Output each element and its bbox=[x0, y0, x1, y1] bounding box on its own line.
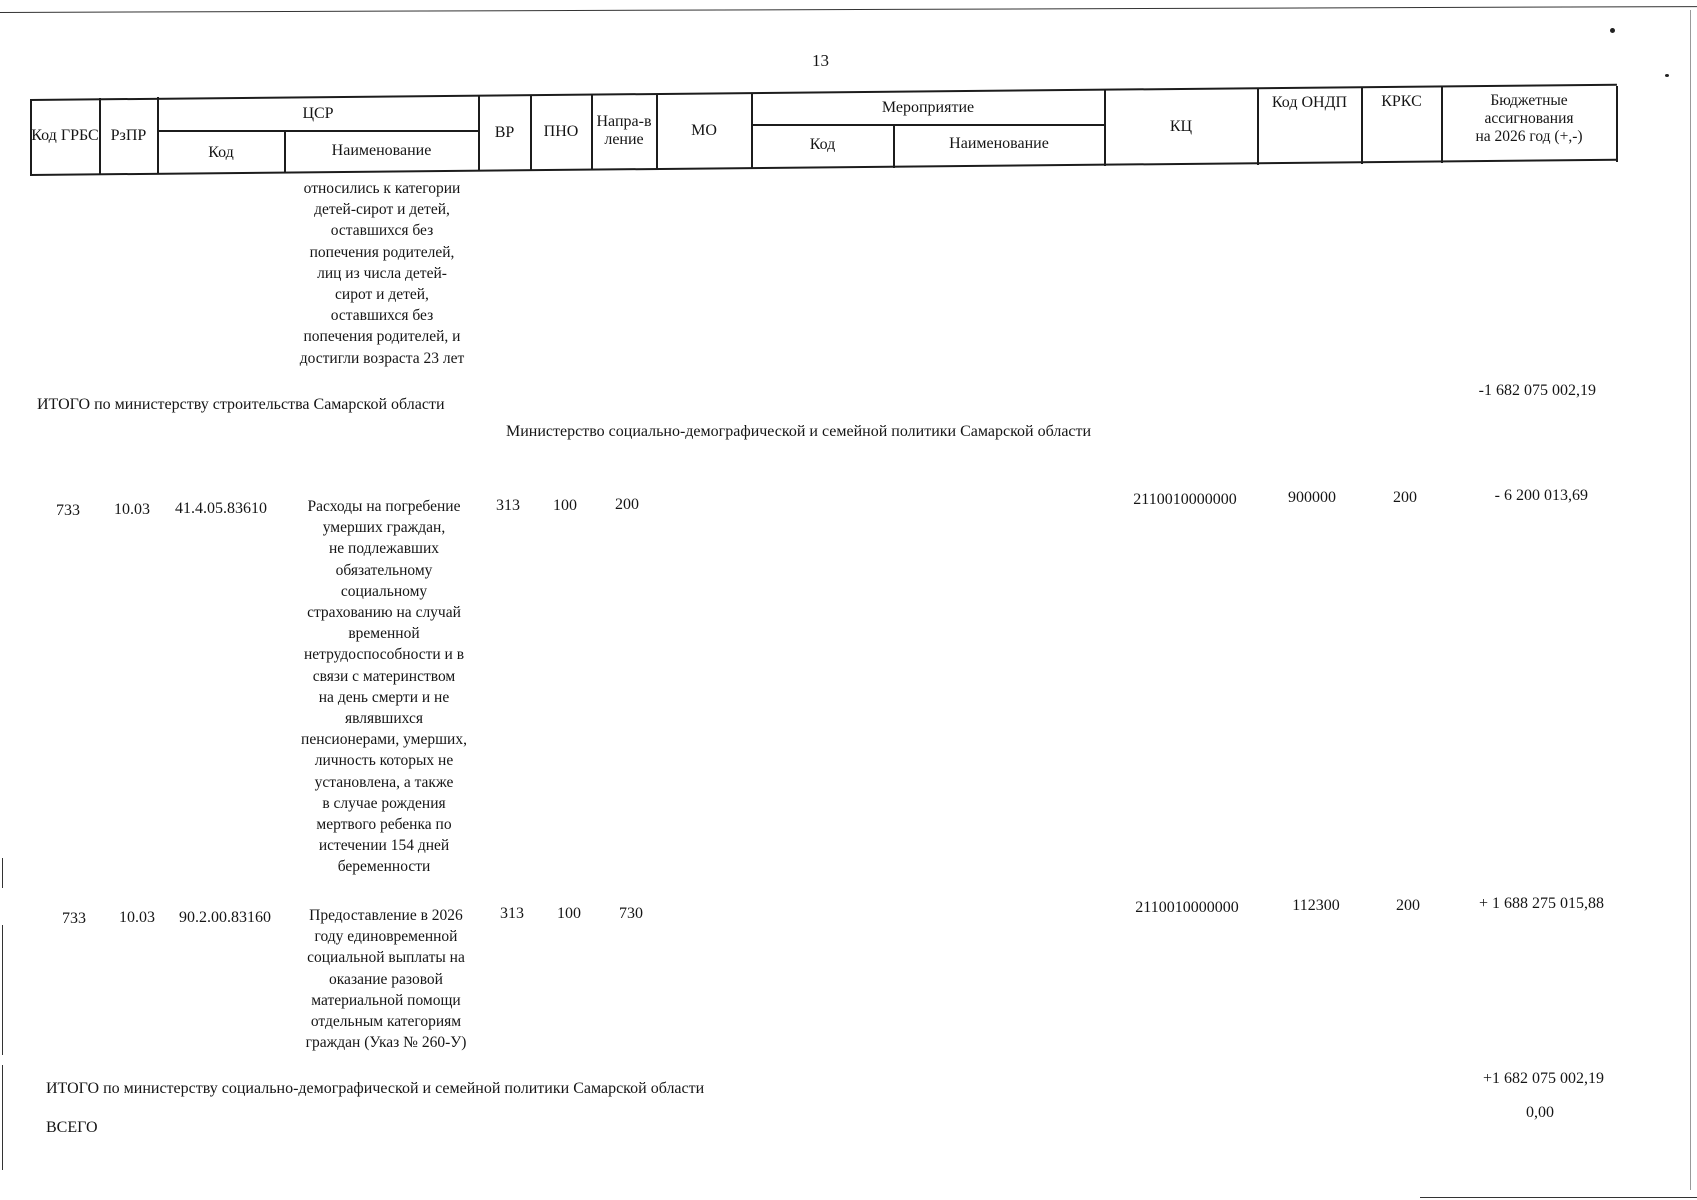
grand-total-value: 0,00 bbox=[1526, 1104, 1554, 1121]
continuation-line: оставшихся без bbox=[330, 307, 434, 325]
header-krks: КРКС bbox=[1381, 93, 1422, 110]
header-csr-divider bbox=[157, 130, 479, 132]
cell-kc: 2110010000000 bbox=[1133, 491, 1237, 508]
cell-name-line: умерших граждан, bbox=[322, 519, 446, 537]
header-budget-line: Бюджетные bbox=[1490, 92, 1568, 109]
continuation-text bbox=[284, 178, 480, 369]
cell-name-line: году единовременной bbox=[314, 928, 458, 946]
cell-csr-kod: 41.4.05.83610 bbox=[175, 500, 267, 517]
cell-pno: 100 bbox=[553, 497, 577, 514]
header-napravlenie: Напра-вление bbox=[596, 113, 652, 148]
total-social-label: ИТОГО по министерству социально-демографической и семейной политики Самарской области bbox=[46, 1080, 705, 1097]
continuation-line: попечения родителей, и bbox=[303, 328, 461, 346]
grand-total-label: ВСЕГО bbox=[46, 1119, 98, 1136]
cell-napravlenie: 730 bbox=[619, 905, 643, 922]
cell-pno: 100 bbox=[557, 905, 581, 922]
cell-name-line: граждан (Указ № 260-У) bbox=[305, 1034, 467, 1052]
cell-name-line: беременности bbox=[337, 858, 431, 876]
cell-name-line: оказание разовой bbox=[329, 970, 443, 988]
section-title: Министерство социально-демографической и семейной политики Самарской области bbox=[506, 423, 1092, 440]
cell-amount: - 6 200 013,69 bbox=[1494, 487, 1588, 504]
scan-edge-top bbox=[0, 6, 1697, 13]
scan-speck bbox=[1610, 28, 1615, 33]
cell-name-line: мертвого ребенка по bbox=[316, 816, 452, 834]
cell-name-line: не подлежавших bbox=[328, 540, 440, 558]
continuation-line: лиц из числа детей- bbox=[317, 264, 447, 282]
total-construction-label: ИТОГО по министерству строительства Самарской области bbox=[37, 396, 445, 413]
cell-amount: + 1 688 275 015,88 bbox=[1478, 895, 1604, 912]
header-kod-grbs: Код ГРБС bbox=[31, 127, 99, 144]
continuation-line: сирот и детей, bbox=[335, 286, 429, 304]
cell-napravlenie: 200 bbox=[615, 496, 639, 513]
cell-name-line: пенсионерами, умерших, bbox=[301, 731, 467, 749]
scan-edge-bottom bbox=[1420, 1197, 1697, 1198]
cell-name-line: в случае рождения bbox=[322, 794, 446, 812]
header-meropr-name: Наименование bbox=[949, 135, 1049, 152]
header-meropr-kod: Код bbox=[809, 136, 836, 153]
continuation-line: детей-сирот и детей, bbox=[314, 201, 450, 219]
cell-kod-ondp: 112300 bbox=[1292, 897, 1340, 914]
cell-name-line: на день смерти и не bbox=[318, 688, 450, 706]
cell-name-line: Расходы на погребение bbox=[307, 498, 461, 515]
cell-name-line: социальному bbox=[340, 582, 428, 600]
continuation-line: достигли возраста 23 лет bbox=[299, 349, 465, 367]
cell-grbs: 733 bbox=[62, 910, 86, 927]
scan-edge-right bbox=[1690, 10, 1691, 1190]
header-vr: ВР bbox=[494, 124, 515, 141]
cell-krks: 200 bbox=[1393, 489, 1417, 506]
header-pno: ПНО bbox=[543, 123, 579, 140]
cell-name-line: личность которых не bbox=[314, 752, 454, 770]
continuation-line: оставшихся без bbox=[330, 222, 434, 240]
cell-name-line: страхованию на случай bbox=[307, 604, 461, 622]
cell-name-line: истечении 154 дней bbox=[318, 837, 450, 855]
cell-name-line: обязательному bbox=[335, 561, 433, 579]
scan-speck bbox=[1665, 74, 1669, 77]
cell-kod-ondp: 900000 bbox=[1288, 489, 1336, 506]
header-csr-name: Наименование bbox=[331, 142, 432, 159]
cell-csr-name bbox=[288, 905, 484, 1053]
cell-csr-kod: 90.2.00.83160 bbox=[179, 909, 271, 926]
header-budget-line: ассигнования bbox=[1484, 110, 1574, 127]
cell-kc: 2110010000000 bbox=[1135, 899, 1239, 916]
cell-vr: 313 bbox=[496, 497, 520, 514]
cell-rzpr: 10.03 bbox=[119, 909, 155, 926]
scan-edge-left-1 bbox=[2, 858, 3, 888]
total-construction-value: -1 682 075 002,19 bbox=[1478, 382, 1596, 399]
header-csr: ЦСР bbox=[302, 105, 334, 122]
cell-name-line: социальной выплаты на bbox=[307, 949, 465, 967]
header-budget bbox=[1442, 92, 1616, 146]
cell-name-line: связи с материнством bbox=[312, 667, 456, 685]
cell-name-line: нетрудоспособности и в bbox=[303, 646, 465, 664]
header-rzpr: РзПР bbox=[110, 127, 147, 144]
scan-edge-left-3 bbox=[2, 1065, 3, 1170]
total-social-value: +1 682 075 002,19 bbox=[1482, 1070, 1604, 1087]
cell-name-line: являвшихся bbox=[345, 710, 423, 728]
header-meropriyatie: Мероприятие bbox=[881, 99, 975, 116]
header-kod-ondp: Код ОНДП bbox=[1271, 94, 1348, 111]
cell-vr: 313 bbox=[500, 905, 524, 922]
page-number: 13 bbox=[812, 51, 829, 70]
col-border bbox=[591, 94, 593, 170]
header-meropr-divider bbox=[751, 124, 1104, 126]
col-border bbox=[1616, 86, 1618, 162]
cell-name-line: Предоставление в 2026 bbox=[309, 907, 463, 924]
header-csr-kod: Код bbox=[208, 144, 234, 161]
cell-krks: 200 bbox=[1396, 897, 1420, 914]
cell-name-line: отдельным категориям bbox=[310, 1013, 462, 1031]
scan-edge-left-2 bbox=[2, 925, 3, 1055]
header-mo: МО bbox=[691, 122, 717, 139]
cell-rzpr: 10.03 bbox=[114, 501, 150, 518]
header-budget-line: на 2026 год (+,-) bbox=[1475, 128, 1583, 145]
cell-name-line: временной bbox=[348, 625, 420, 643]
cell-csr-name bbox=[286, 496, 482, 878]
continuation-line: относились к категории bbox=[303, 180, 461, 197]
cell-grbs: 733 bbox=[56, 502, 80, 519]
header-kc: КЦ bbox=[1169, 118, 1193, 135]
cell-name-line: установлена, а также bbox=[314, 773, 454, 791]
cell-name-line: материальной помощи bbox=[311, 991, 461, 1009]
continuation-line: попечения родителей, bbox=[309, 243, 455, 261]
